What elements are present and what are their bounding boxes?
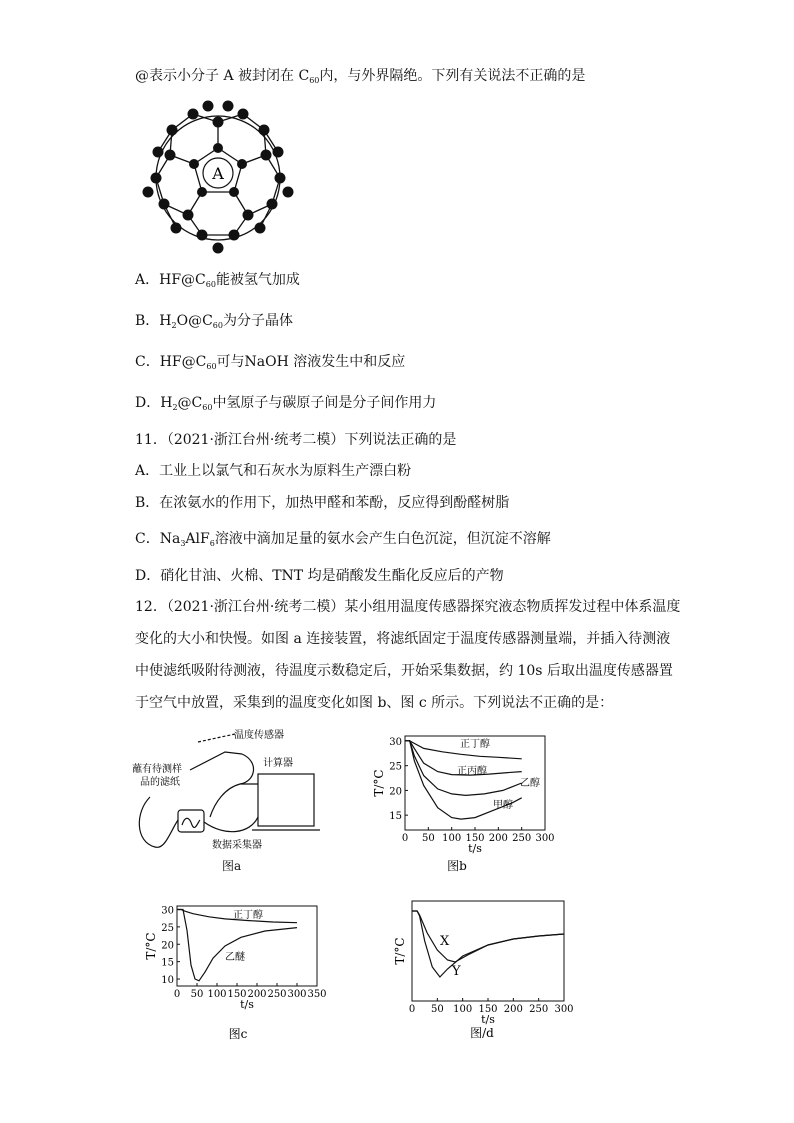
x-tick-label: 250 (529, 1004, 549, 1015)
y-tick-label: 30 (389, 736, 402, 748)
sensor-probe (190, 752, 242, 770)
x-tick-label: 0 (408, 1004, 416, 1015)
q10-option-b (135, 311, 293, 336)
x-tick-label: 50 (421, 833, 435, 844)
opt-b-suffix: 为分子晶体 (222, 313, 293, 329)
chart-caption: 图c (228, 1027, 248, 1041)
fullerene-figure (138, 100, 298, 255)
opt-c-sub: 60 (206, 362, 217, 371)
chart-caption: 图b (447, 859, 467, 873)
q11-option-d: D．硝化甘油、火棉、TNT 均是硝酸发生酯化反应后的产物 (135, 568, 504, 584)
x-axis-label: t/s (468, 842, 482, 855)
paper-lead (198, 734, 235, 742)
series-label: 正丁醇 (460, 739, 490, 750)
label-collector: 数据采集器 (212, 840, 262, 851)
opt-d-suffix: 中氢原子与碳原子间是分子间作用力 (212, 395, 437, 411)
q12-line-4: 于空气中放置，采集到的温度变化如图 b、图 c 所示。下列说法不正确的是： (135, 695, 614, 711)
x-tick-label: 200 (503, 1004, 523, 1015)
opt-d-prefix: D．H (135, 395, 173, 411)
series-label: 正丁醇 (233, 910, 263, 921)
chart-caption: 图/d (470, 1026, 494, 1040)
q11-c-suffix: 溶液中滴加足量的氨水会产生白色沉淀，但沉淀不溶解 (214, 531, 551, 547)
x-tick-label: 0 (401, 833, 409, 844)
x-tick-label: 200 (488, 833, 508, 844)
opt-d-sub2: 2 (172, 403, 178, 412)
opt-d-mid: @C (177, 395, 203, 411)
q11-c-sub2: 6 (209, 539, 215, 548)
chart-b (365, 728, 555, 878)
chart-c (133, 898, 333, 1048)
q11-c-prefix: C．Na (135, 531, 181, 547)
q11-stem: 11．（2021·浙江台州·统考二模）下列说法正确的是 (135, 432, 457, 448)
x-tick-label: 50 (190, 989, 204, 1000)
y-tick-label: 25 (161, 922, 174, 934)
series-label: 正丙醇 (457, 766, 487, 777)
data-collector (178, 810, 204, 832)
opt-c-suffix: 可与NaOH 溶液发生中和反应 (216, 354, 406, 370)
computer-screen (258, 774, 314, 826)
x-tick-label: 100 (453, 1004, 473, 1015)
q10-option-c (135, 352, 405, 377)
x-tick-label: 50 (430, 1004, 444, 1015)
opt-b-sub: 60 (212, 321, 223, 330)
intro-tail: 内，与外界隔绝。下列有关说法不正确的是 (319, 68, 586, 84)
x-tick-label: 300 (554, 1004, 574, 1015)
q11-option-c (135, 529, 551, 554)
chart-d (390, 893, 580, 1048)
y-tick-label: 20 (161, 940, 174, 952)
collector-wire (204, 817, 258, 832)
series-line-X (412, 911, 564, 962)
x-tick-label: 300 (535, 833, 555, 844)
q10-option-d (135, 393, 436, 418)
y-tick-label: 15 (389, 811, 402, 823)
x-axis-label: t/s (481, 1013, 495, 1026)
x-tick-label: 300 (287, 989, 307, 1000)
sensor-cable (210, 754, 254, 817)
q11-c-mid: AlF (185, 531, 210, 547)
label-paper-1: 蘸有待测样 (132, 764, 182, 775)
opt-a-suffix: 能被氢气加成 (215, 272, 300, 288)
opt-a-prefix: A．HF@C (135, 272, 206, 288)
series-label: Y (452, 964, 461, 979)
series-label: 乙醇 (520, 778, 540, 789)
figure-a-apparatus (130, 722, 330, 872)
x-tick-label: 150 (465, 833, 485, 844)
q11-option-b: B．在浓氨水的作用下，加热甲醛和苯酚，反应得到酚醛树脂 (135, 495, 510, 511)
series-line-Y (412, 911, 564, 977)
opt-d-sub: 60 (202, 403, 213, 412)
x-tick-label: 350 (307, 989, 327, 1000)
y-tick-label: 25 (389, 761, 402, 773)
intro-text (135, 66, 585, 91)
label-paper-2: 品的滤纸 (140, 777, 180, 788)
series-label: X (440, 934, 450, 949)
q10-option-a (135, 270, 300, 295)
opt-b-sub2: 2 (171, 321, 177, 330)
y-tick-label: 30 (161, 905, 174, 917)
opt-b-prefix: B．H (135, 313, 172, 329)
intro-sub: 60 (309, 76, 320, 85)
opt-a-sub: 60 (205, 280, 216, 289)
q11-c-sub1: 3 (180, 539, 186, 548)
caption-fig-a: 图a (222, 859, 242, 873)
series-label: 乙醚 (225, 952, 245, 963)
q12-line-1: 12．（2021·浙江台州·统考二模）某小组用温度传感器探究液态物质挥发过程中体系温度 (135, 599, 681, 615)
q12-line-2: 变化的大小和快慢。如图 a 连接装置，将滤纸固定于温度传感器测量端，并插入待测液 (135, 631, 671, 647)
q11-option-a: A．工业上以氯气和石灰水为原料生产漂白粉 (135, 463, 412, 479)
x-tick-label: 100 (442, 833, 462, 844)
y-axis-label: T/°C (144, 932, 158, 960)
y-tick-label: 15 (161, 957, 174, 969)
left-wire (139, 797, 178, 847)
label-computer: 计算器 (263, 758, 293, 769)
y-axis-label: T/°C (393, 937, 407, 965)
opt-c-prefix: C．HF@C (135, 354, 207, 370)
x-tick-label: 250 (267, 989, 287, 1000)
intro-line: @表示小分子 A 被封闭在 C (135, 68, 310, 84)
molecule-a-label: A (212, 164, 224, 183)
x-tick-label: 250 (512, 833, 532, 844)
series-label: 甲醇 (493, 800, 513, 811)
opt-b-mid: O@C (176, 313, 213, 329)
x-tick-label: 0 (173, 989, 181, 1000)
x-tick-label: 150 (478, 1004, 498, 1015)
x-tick-label: 150 (227, 989, 247, 1000)
plot-frame (412, 901, 564, 1001)
y-tick-label: 20 (389, 786, 402, 798)
x-tick-label: 100 (207, 989, 227, 1000)
q12-line-3: 中使滤纸吸附待测液，待温度示数稳定后，开始采集数据，约 10s 后取出温度传感器置 (135, 663, 673, 679)
y-axis-label: T/°C (372, 769, 386, 797)
y-tick-label: 10 (161, 975, 174, 987)
label-sensor: 温度传感器 (234, 730, 284, 741)
x-axis-label: t/s (240, 998, 254, 1011)
x-tick-label: 200 (247, 989, 267, 1000)
